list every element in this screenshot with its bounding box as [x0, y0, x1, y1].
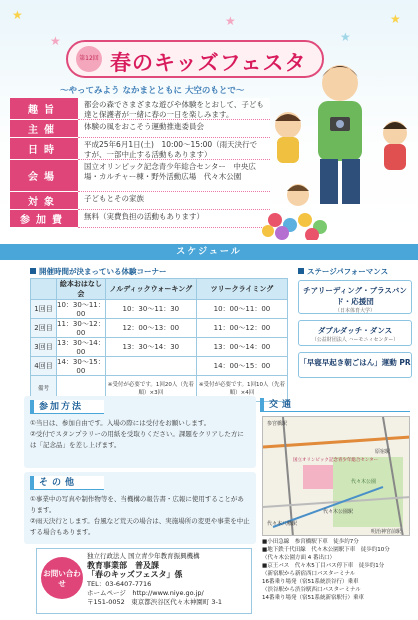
contact-box — [36, 548, 252, 614]
column-header: 絵本おはなし会 — [57, 279, 106, 300]
method-line: ②受付でスタンプラリーの用紙を受取りください。課題をクリアした方には「記念品」を差し上げます。 — [30, 430, 244, 449]
info-row-datetime — [10, 138, 270, 160]
map-graphic — [263, 417, 410, 536]
access-line: （新宿駅から新宿西口バスターミナル — [262, 571, 356, 577]
access-line: （代々木公園方面 4 番出口） — [262, 555, 335, 561]
row-header: 備考 — [31, 376, 57, 402]
stage-item-name: 「早寝早起き朝ごはん」運動 PR — [299, 358, 411, 367]
access-line: （渋谷駅から渋谷駅西口バスターミナル — [262, 587, 361, 593]
info-label: 参加費 — [10, 210, 78, 228]
access-line: 16番乗り場発（宿51系統渋谷行）乗車 — [262, 579, 359, 585]
info-value: 無料（実費負担の活動もあります） — [78, 210, 270, 228]
table-cell: 13：00〜14：00 — [196, 338, 287, 357]
star-icon: ★ — [50, 34, 61, 48]
info-row-venue — [10, 160, 270, 192]
map-label: 代々木公園駅 — [323, 509, 354, 515]
table-row — [31, 357, 288, 376]
map-label: 国立オリンピック記念青少年総合センター — [293, 458, 379, 463]
info-label: 主催 — [10, 120, 78, 138]
info-value: 都会の森でさまざまな遊びや体験をとおして、子ども達と保護者が一緒に春の一日を楽しみます。 — [78, 98, 270, 120]
contact-section: 「春のキッズフェスタ」係 — [87, 570, 183, 580]
table-cell — [105, 357, 196, 376]
schedule-table — [30, 278, 288, 402]
star-icon: ★ — [12, 8, 23, 22]
table-cell: 13：30〜14：30 — [105, 338, 196, 357]
access-line: 14番乗り場発（宿51系統新宿駅行）乗車 — [262, 595, 364, 601]
access-directions — [262, 538, 414, 602]
table-cell: ※受付が必要です。1回20人（先着順）×3回 — [105, 376, 196, 402]
table-cell: 11：30〜12：00 — [57, 320, 105, 337]
table-cell: 10：00〜11：00 — [196, 300, 287, 319]
info-row-target — [10, 192, 270, 210]
family-illustration — [260, 55, 418, 240]
map-label: 代々木八幡駅 — [267, 521, 298, 527]
access-map — [262, 416, 410, 536]
contact-badge: お問い合わせ — [41, 557, 83, 599]
contact-tel: TEL：03-6407-7716 — [87, 579, 152, 588]
map-label: 代々木公園 — [351, 479, 377, 485]
contact-website[interactable]: ホームページ http://www.niye.go.jp/ — [87, 588, 204, 597]
column-header: ツリークライミング — [196, 279, 287, 300]
map-label: 参宮橋駅 — [267, 421, 288, 427]
info-value: 国立オリンピック記念青少年総合センター 中央広場・カルチャー棟・野外活動広場 代々木公園 — [78, 160, 270, 192]
stage-item — [298, 320, 412, 346]
table-cell: 10：30〜11：30 — [105, 300, 196, 319]
access-line: ■地下鉄千代田線 代々木公園駅下車 徒歩約10分 — [262, 547, 390, 553]
edition-badge: 第12回 — [76, 46, 102, 72]
schedule-bar: スケジュール — [0, 244, 418, 260]
info-label: 会場 — [10, 160, 78, 192]
info-value: 平成25年6月1日(土) 10:00〜15:00（雨天決行ですが、一部中止する活動もあります） — [78, 138, 270, 160]
method-line: ①当日は、参加自由です。入場の際には受付をお願いします。 — [30, 419, 211, 427]
table-cell: 10：30〜11：00 — [57, 301, 105, 318]
table-cell: 14：30〜15：00 — [57, 358, 105, 375]
column-header: ノルディックウォーキング — [105, 279, 196, 300]
stage-heading: ステージパフォーマンス — [298, 266, 388, 277]
info-row-fee — [10, 210, 270, 228]
table-cell: ※受付が必要です。1回10人（先着順）×4回 — [196, 376, 287, 402]
table-cell: 13：30〜14：00 — [57, 339, 105, 356]
stage-item-sub: （日本体育大学） — [334, 308, 375, 314]
other-line: ①事業中の写真や制作物等を、当機構の報告書・広報に使用することがあります。 — [30, 495, 244, 514]
star-icon: ★ — [340, 30, 351, 44]
star-icon: ★ — [390, 12, 401, 26]
table-header-row — [31, 279, 288, 300]
method-title: 参加方法 — [30, 400, 104, 414]
info-row-purpose — [10, 98, 270, 120]
row-header: 4回目 — [31, 357, 57, 376]
stage-item-name: ダブルダッチ・ダンス — [317, 326, 393, 335]
table-row — [31, 338, 288, 357]
method-text — [30, 418, 250, 451]
column-header — [31, 279, 57, 300]
stage-item-name: チアリーディング・ブラスバンド・応援団 — [303, 286, 407, 306]
info-label: 趣旨 — [10, 98, 78, 120]
row-header: 1回目 — [31, 300, 57, 319]
contact-org: 独立行政法人 国立青少年教育振興機構 — [87, 552, 200, 560]
other-line: ②雨天決行とします。台風など荒天の場合は、実施場所の変更や事業を中止する場合もあります。 — [30, 517, 250, 536]
table-cell: 12：00〜13：00 — [105, 319, 196, 338]
contact-address: 〒151-0052 東京都渋谷区代々木神園町 3-1 — [87, 598, 222, 607]
row-header: 3回目 — [31, 338, 57, 357]
map-label: 原宿駅 — [375, 449, 391, 455]
event-subtitle: 〜やってみよう なかまとともに 大空のもとで〜 — [60, 86, 245, 96]
contact-dept: 教育事業部 普及課 — [87, 561, 159, 571]
fixed-time-heading: 開催時間が決まっている体験コーナー — [30, 266, 167, 277]
access-line: ■京王バス 代々木5丁目バス停下車 徒歩約1分 — [262, 563, 385, 569]
info-value: 体験の風をおこそう運動推進委員会 — [78, 120, 270, 138]
star-icon: ★ — [225, 14, 236, 28]
table-row — [31, 319, 288, 338]
info-label: 日時 — [10, 138, 78, 160]
event-title: 春のキッズフェスタ — [110, 51, 307, 75]
other-title: その他 — [30, 476, 104, 490]
stage-item — [298, 352, 412, 378]
info-label: 対象 — [10, 192, 78, 210]
access-title: 交通 — [260, 398, 410, 412]
info-row-organizer — [10, 120, 270, 138]
access-line: ■小田急線 参宮橋駅下車 徒歩約7分 — [262, 539, 359, 545]
table-cell: 14：00〜15：00 — [196, 357, 287, 376]
table-cell: 11：00〜12：00 — [196, 319, 287, 338]
table-row — [31, 300, 288, 319]
other-text — [30, 494, 250, 538]
row-header: 2回目 — [31, 319, 57, 338]
stage-item — [298, 280, 412, 314]
stage-item-sub: （公益財団法人 ハーモニィセンター） — [311, 337, 399, 343]
info-value: 子どもとその家族 — [78, 192, 270, 210]
contact-lines — [87, 552, 222, 607]
map-label: 明治神宮前駅 — [371, 529, 402, 535]
